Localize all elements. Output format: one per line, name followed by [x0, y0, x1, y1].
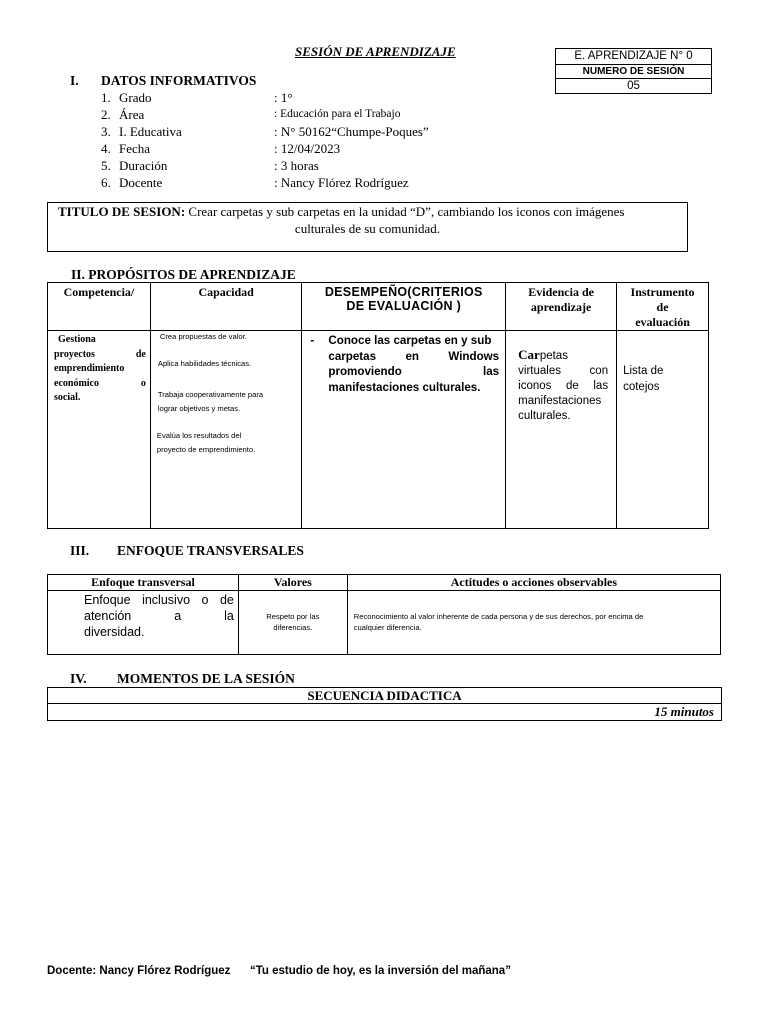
col-header-capacidad: Capacidad — [150, 283, 302, 331]
section3-title: ENFOQUE TRANSVERSALES — [117, 543, 304, 558]
section2-title: II. PROPÓSITOS DE APRENDIZAJE — [71, 267, 296, 282]
info-row-grado — [101, 89, 461, 106]
footer-docente: Docente: Nancy Flórez Rodríguez — [47, 965, 231, 977]
cell-evidencia: Carpetas virtuales con iconos de las manifestaciones culturales. — [506, 331, 617, 529]
info-num: 1. — [101, 90, 111, 105]
col-header-enfoque: Enfoque transversal — [48, 575, 239, 591]
col-header-evidencia: Evidencia de aprendizaje — [506, 283, 617, 331]
session-number-box — [555, 48, 712, 94]
section3-number: III. — [70, 543, 90, 558]
col-header-actitudes: Actitudes o acciones observables — [347, 575, 720, 591]
cell-instrumento: Lista de cotejos — [617, 331, 709, 529]
secuencia-minutos: 15 minutos — [654, 704, 714, 719]
session-title-line2: culturales de su comunidad. — [294, 221, 441, 236]
col-header-desempeno: DESEMPEÑO(CRITERIOS DE EVALUACIÓN ) — [302, 283, 506, 331]
info-num: 3. — [101, 124, 111, 139]
session-number-value: 05 — [627, 80, 640, 92]
col-header-instrumento: Instrumento de evaluación — [617, 283, 709, 331]
info-label: Fecha — [119, 141, 151, 156]
capacidad-item: Trabaja cooperativamente para — [157, 390, 264, 399]
capacidad-item: proyecto de emprendimiento. — [156, 445, 256, 454]
col-header-valores: Valores — [238, 575, 347, 591]
aprendizaje-number: E. APRENDIZAJE N° 0 — [556, 49, 711, 65]
session-title-box — [47, 202, 688, 252]
info-num: 5. — [101, 158, 111, 173]
session-title-text: Crear carpetas y sub carpetas en la unidad “D”, cambiando los iconos con imágenes — [185, 204, 625, 219]
session-title: SESIÓN DE APRENDIZAJE — [295, 44, 456, 59]
info-num: 2. — [101, 107, 111, 122]
info-row-institucion — [101, 123, 461, 140]
info-value: : Educación para el Trabajo — [274, 108, 401, 120]
footer-quote: “Tu estudio de hoy, es la inversión del mañana” — [250, 965, 511, 977]
info-label: Área — [119, 107, 145, 122]
enfoque-table — [47, 574, 721, 655]
capacidad-item: lograr objetivos y metas. — [157, 404, 241, 413]
cell-actitudes: Reconocimiento al valor inherente de cada persona y de sus derechos, por encima de cualquier diferencia. — [347, 591, 720, 655]
secuencia-title: SECUENCIA DIDACTICA — [48, 688, 721, 704]
secuencia-box — [47, 687, 722, 721]
section4-number: IV. — [70, 671, 87, 686]
info-label: Docente — [119, 175, 163, 190]
info-value: : 12/04/2023 — [274, 141, 341, 156]
capacidad-item: Crea propuestas de valor. — [159, 332, 247, 341]
session-title-line1 — [48, 203, 687, 220]
cell-capacidad — [150, 331, 302, 529]
info-label: I. Educativa — [119, 124, 182, 139]
session-number-label: NUMERO DE SESIÓN — [556, 65, 711, 79]
info-value: : N° 50162“Chumpe-Poques” — [274, 124, 429, 139]
info-row-area — [101, 106, 461, 123]
info-row-docente — [101, 174, 461, 191]
capacidad-item: Aplica habilidades técnicas. — [157, 359, 252, 368]
session-title-label: TITULO DE SESION: — [58, 204, 186, 219]
info-label: Duración — [119, 158, 168, 173]
info-value: : Nancy Flórez Rodríguez — [274, 175, 409, 190]
info-label: Grado — [119, 90, 152, 105]
cell-enfoque: Enfoque inclusivo o de atención a la diversidad. — [48, 591, 239, 655]
cell-valores: Respeto por las diferencias. — [238, 591, 347, 655]
col-header-competencia: Competencia/ — [48, 283, 151, 331]
datos-informativos-list — [101, 89, 461, 191]
purposes-table — [47, 282, 709, 529]
section4-title: MOMENTOS DE LA SESIÓN — [117, 671, 295, 686]
info-row-fecha — [101, 140, 461, 157]
info-value: : 3 horas — [274, 158, 319, 173]
info-num: 6. — [101, 175, 111, 190]
section1-number: I. — [70, 73, 79, 88]
info-value: : 1° — [274, 90, 293, 105]
cell-competencia: Gestiona proyectos de emprendimiento económico o social. — [48, 331, 151, 529]
cell-desempeno: - Conoce las carpetas en y sub carpetas en Windows promoviendo las manifestaciones culturales. — [302, 331, 506, 529]
info-row-duracion — [101, 157, 461, 174]
section1-title: DATOS INFORMATIVOS — [101, 73, 257, 88]
capacidad-item: Evalúa los resultados del — [156, 431, 242, 440]
info-num: 4. — [101, 141, 111, 156]
